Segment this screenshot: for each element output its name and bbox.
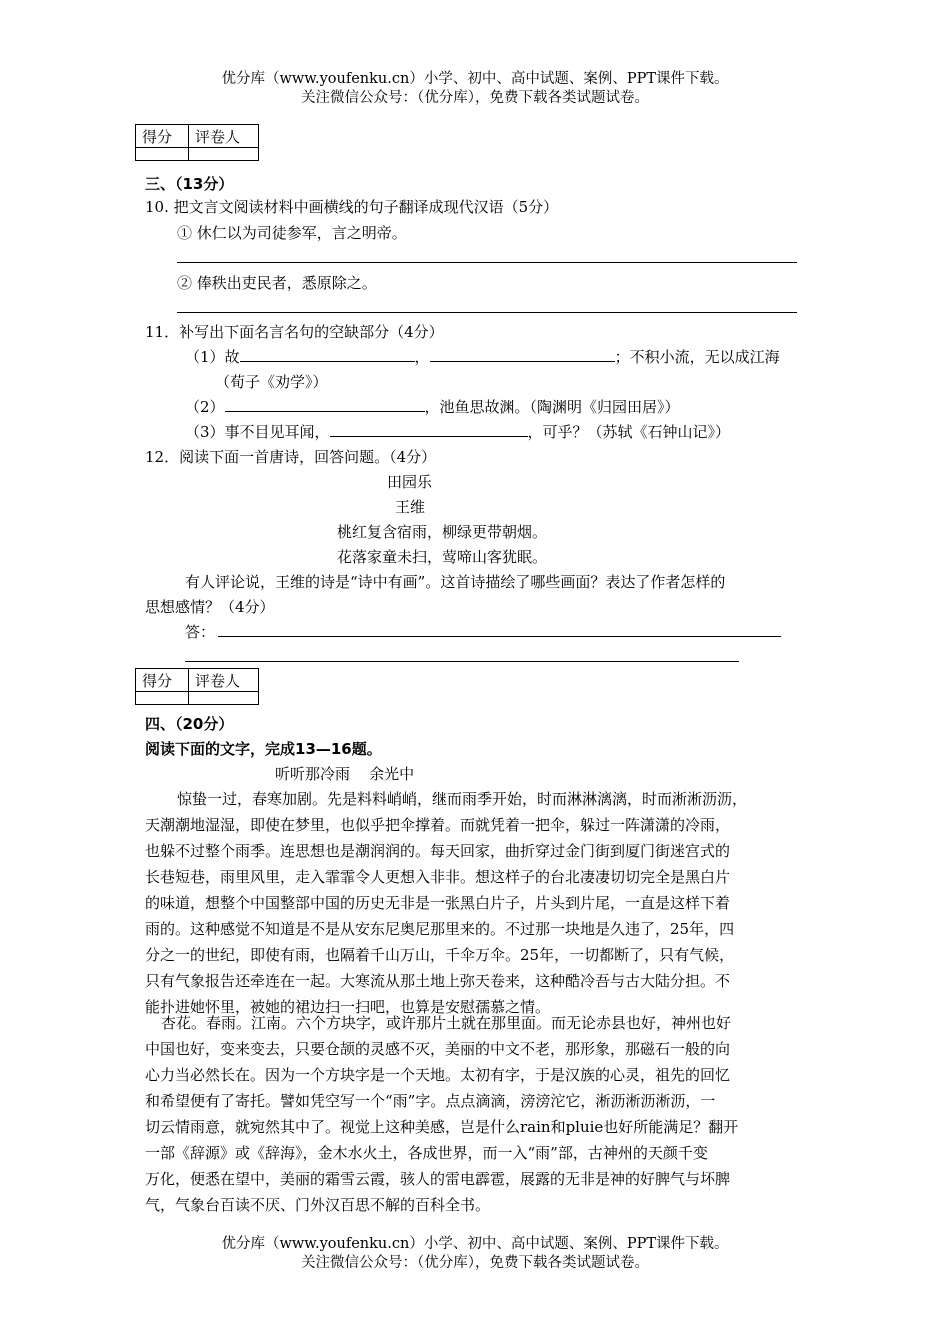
question-10: 10. 把文言文阅读材料中画横线的句子翻译成现代汉语（5分） xyxy=(145,198,559,216)
paragraph-line: 只有气象报告还牵连在一起。大寒流从那土地上弥天卷来，这种酷冷吾与古大陆分担。不 xyxy=(145,972,731,990)
grader-label: 评卷人 xyxy=(189,125,259,148)
article-title: 听听那冷雨 余光中 xyxy=(275,765,415,783)
q10-item-1: ① 休仁以为司徒参军，言之明帝。 xyxy=(177,224,407,242)
q11-item-2 xyxy=(185,396,680,417)
answer-line[interactable] xyxy=(185,661,739,662)
paragraph-line: 天潮潮地湿湿，即使在梦里，也似乎把伞撑着。而就凭着一把伞，躲过一阵潇潇的冷雨， xyxy=(145,816,731,834)
answer-label: 答： xyxy=(185,623,216,641)
paragraph-line: 雨的。这种感觉不知道是不是从安东尼奥尼那里来的。不过那一块地是久违了，25年，四 xyxy=(145,920,735,938)
q11-item-3-prefix: （3）事不目见耳闻， xyxy=(185,423,330,441)
q11-item-1-suffix: ；不积小流，无以成江海 xyxy=(614,348,780,366)
poem-line-2: 花落家童未扫，莺啼山客犹眠。 xyxy=(337,548,548,566)
paragraph-line: 分之一的世纪，即使有雨，也隔着千山万山，千伞万伞。25年，一切都断了，只有气候， xyxy=(145,946,735,964)
paragraph-line: 能扑进她怀里，被她的裙边扫一扫吧，也算是安慰孺慕之情。 xyxy=(145,998,551,1016)
q11-item-1-source: （荀子《劝学》） xyxy=(215,373,328,391)
grader-cell[interactable] xyxy=(189,692,259,705)
paragraph-line: 惊蛰一过，春寒加剧。先是料料峭峭，继而雨季开始，时而淋淋漓漓，时而淅淅沥沥， xyxy=(177,790,748,808)
question-12: 12．阅读下面一首唐诗，回答问题。（4分） xyxy=(145,448,437,466)
section-4-title: 四、（20分） xyxy=(145,715,234,733)
q11-item-1-prefix: （1）故 xyxy=(185,348,240,366)
q11-item-2-suffix: ，池鱼思故渊。（陶渊明《归园田居》） xyxy=(424,398,680,416)
article-paragraph-2 xyxy=(145,1010,815,1218)
q11-item-1-comma: ， xyxy=(414,348,430,366)
question-11: 11．补写出下面名言名句的空缺部分（4分） xyxy=(145,323,444,341)
footer-line-2: 关注微信公众号：（优分库），免费下载各类试题试卷。 xyxy=(301,1255,649,1271)
footer-line-1: 优分库（www.youfenku.cn）小学、初中、高中试题、案例、PPT课件下载。 xyxy=(221,1236,729,1252)
q12-question-line-1: 有人评论说，王维的诗是“诗中有画”。这首诗描绘了哪些画面？表达了作者怎样的 xyxy=(185,573,726,591)
q12-question-line-2: 思想感情？（4分） xyxy=(145,598,275,616)
paragraph-line: 长巷短巷，雨里风里，走入霏霏令人更想入非非。想这样子的台北凄凄切切完全是黑白片 xyxy=(145,868,731,886)
q11-item-3 xyxy=(185,421,730,442)
poem-title: 田园乐 xyxy=(387,473,433,491)
score-table xyxy=(135,124,259,161)
article-paragraph-1 xyxy=(145,786,815,1020)
q11-item-2-prefix: （2） xyxy=(185,398,225,416)
score-label: 得分 xyxy=(136,669,189,692)
fill-blank[interactable] xyxy=(330,422,528,437)
paragraph-line: 心力当必然长在。因为一个方块字是一个天地。太初有字，于是汉族的心灵，祖先的回忆 xyxy=(145,1066,731,1084)
header-line-1: 优分库（www.youfenku.cn）小学、初中、高中试题、案例、PPT课件下载。 xyxy=(221,71,729,87)
q11-item-3-suffix: ，可乎？（苏轼《石钟山记》） xyxy=(527,423,731,441)
paragraph-line: 万化，便悉在望中，美丽的霜雪云霞，骇人的雷电霹雹，展露的无非是神的好脾气与坏脾 xyxy=(145,1170,731,1188)
poem-line-1: 桃红复含宿雨，柳绿更带朝烟。 xyxy=(337,523,548,541)
fill-blank[interactable] xyxy=(430,347,615,362)
paragraph-line: 一部《辞源》或《辞海》，金木水火土，各成世界，而一入“雨”部，古神州的天颜千变 xyxy=(145,1144,708,1162)
answer-line[interactable] xyxy=(177,312,797,313)
paragraph-line: 的味道，想整个中国整部中国的历史无非是一张黑白片子，片头到片尾，一直是这样下着 xyxy=(145,894,731,912)
score-cell[interactable] xyxy=(136,692,189,705)
score-label: 得分 xyxy=(136,125,189,148)
answer-line[interactable] xyxy=(218,636,781,637)
reading-instruction: 阅读下面的文字，完成13—16题。 xyxy=(145,740,382,758)
paragraph-line: 切云情雨意，就宛然其中了。视觉上这种美感，岂是什么rain和pluie也好所能满足？翻开 xyxy=(145,1118,739,1136)
paragraph-line: 杏花。春雨。江南。六个方块字，或许那片土就在那里面。而无论赤县也好，神州也好 xyxy=(161,1014,732,1032)
grader-cell[interactable] xyxy=(189,148,259,161)
paragraph-line: 也躲不过整个雨季。连思想也是潮润润的。每天回家，曲折穿过金门街到厦门街迷宫式的 xyxy=(145,842,731,860)
q10-item-2: ② 俸秩出吏民者，悉原除之。 xyxy=(177,274,377,292)
poem-author: 王维 xyxy=(395,498,426,516)
header-line-2: 关注微信公众号：（优分库），免费下载各类试题试卷。 xyxy=(301,90,649,106)
paragraph-line: 中国也好，变来变去，只要仓颉的灵感不灭，美丽的中文不老，那形象，那磁石一般的向 xyxy=(145,1040,731,1058)
paragraph-line: 气，气象台百读不厌、门外汉百思不解的百科全书。 xyxy=(145,1196,491,1214)
q11-item-1 xyxy=(185,346,780,367)
section-3-title: 三、（13分） xyxy=(145,175,234,193)
grader-label: 评卷人 xyxy=(189,669,259,692)
paragraph-line: 和希望便有了寄托。譬如凭空写一个“雨”字。点点滴滴，滂滂沱它，淅沥淅沥淅沥，一 xyxy=(145,1092,716,1110)
answer-line[interactable] xyxy=(177,262,797,263)
score-table xyxy=(135,668,259,705)
fill-blank[interactable] xyxy=(240,347,415,362)
score-cell[interactable] xyxy=(136,148,189,161)
fill-blank[interactable] xyxy=(225,397,425,412)
